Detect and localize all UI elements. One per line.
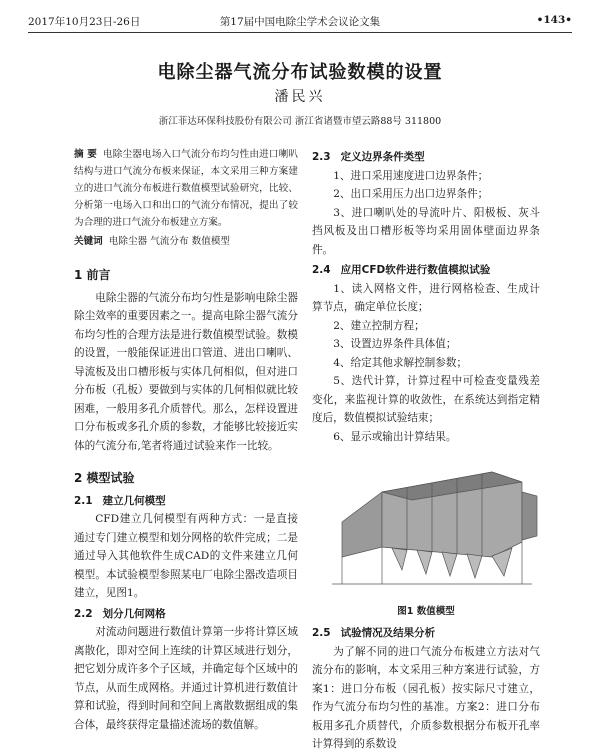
header-date: 2017年10月23日-26日 [28, 16, 141, 28]
section-2-3-number: 2.3 [312, 151, 331, 163]
keywords-text: 电除尘器 气流分布 数值模型 [108, 236, 231, 247]
list-item: 4、给定其他求解控制参数； [333, 356, 468, 369]
figure-1-caption: 图1 数值模型 [397, 606, 455, 617]
figure-1-model-image [322, 452, 542, 594]
section-2-2-title: 划分几何网格 [102, 607, 166, 620]
list-item: 3、进口喇叭处的导流叶片、阳极板、灰斗挡风板及出口槽形板等均采用固体壁面边界条件。 [312, 206, 540, 256]
section-2-3-heading [312, 148, 540, 167]
section-2-heading: 2 模型试验 [74, 471, 135, 485]
header-journal: 第17届中国电除尘学术会议论文集 [219, 16, 381, 28]
section-2-5-number: 2.5 [312, 627, 331, 639]
section-1-paragraph: 电除尘器的气流分布均匀性是影响电除尘器除尘效率的重要因素之一。提高电除尘器气流分布均匀性的合理方法是进行数值模型试验。数模的设置，一般能保证进出口管道、进出口喇叭、导流板及出口槽形板与实体几何相似，但对进口分布板（孔板）要做到与实体的几何相似就比较困难，一般用多孔介质替代。那么，怎样设置进口分布板或多孔介质的参数，才能够比较接近实体的气流分布,笔者将通过试验来作一比较。 [74, 291, 298, 452]
header-page-number: •143• [536, 14, 572, 26]
left-column [74, 146, 298, 250]
section-2-5-heading [312, 624, 540, 643]
header-rule [28, 32, 572, 33]
section-2-4-title: 应用CFD软件进行数值模拟试验 [340, 264, 491, 276]
abstract [74, 146, 298, 231]
section-2-4-number: 2.4 [312, 264, 331, 276]
section-2-5-title: 试验情况及结果分析 [340, 627, 436, 639]
section-1-heading: 1 前言 [74, 268, 111, 282]
section-2-5-paragraph: 为了解不同的进口气流分布板建立方法对气流分布的影响，本文采用三种方案进行试验，方案1：进口分布板（园孔板）按实际尺寸建立，作为气流分布均匀性的基准。方案2：进口分布板用多孔介质替代，介质参数根据分布板开孔率计算得到的系数设 [312, 645, 540, 750]
abstract-text: 电除尘器电场入口气流分布均匀性由进口喇叭结构与进口气流分布板来保证，本文采用三种方案建立的进口气流分布板进行数值模型试验研究，比较、分析第一电场入口和出口的气流分布情况，提出了较为合理的进口气流分布板建立方案。 [74, 149, 299, 228]
section-2-2-number: 2.2 [74, 607, 93, 620]
list-item: 2、建立控制方程； [333, 319, 425, 332]
left-body [74, 256, 298, 734]
keywords-label: 关键词 [74, 236, 103, 247]
paper-author: 潘民兴 [274, 89, 326, 105]
section-2-3-title: 定义边界条件类型 [340, 151, 425, 163]
section-2-1-heading [74, 492, 298, 511]
list-item: 2、出口采用压力出口边界条件； [333, 188, 489, 200]
abstract-label: 摘 要 [74, 149, 98, 160]
keywords [74, 233, 298, 250]
list-item: 5、迭代计算，计算过程中可检查变量残差变化，来监视计算的收敛性，在系统达到指定精度后，数值模拟试验结束； [312, 375, 540, 424]
section-2-1-number: 2.1 [74, 494, 93, 507]
section-2-2-paragraph: 对流动问题进行数值计算第一步将计算区域离散化，即对空间上连续的计算区域进行划分，把它划分成许多个子区域，并确定每个区域中的节点，从而生成网格。并通过计算机进行数值计算和试验，得到时间和空间上离散数据组成的集合体，最终获得定量描述流场的数值解。 [74, 626, 298, 731]
list-item: 1、读入网格文件，进行网格检查、生成计算节点，确定单位长度； [312, 282, 540, 313]
author-affiliation: 浙江菲达环保科技股份有限公司 浙江省诸暨市望云路88号 311800 [158, 116, 442, 127]
list-item: 6、显示或输出计算结果。 [333, 430, 457, 443]
list-item: 1、进口采用速度进口边界条件； [333, 169, 489, 182]
section-2-2-heading [74, 605, 298, 624]
paper-title: 电除尘器气流分布试验数模的设置 [157, 62, 443, 83]
right-column-top [312, 146, 540, 446]
running-header [28, 14, 572, 30]
section-2-1-title: 建立几何模型 [102, 494, 166, 507]
section-2-1-paragraph: CFD建立几何模型有两种方式：一是直接通过专门建立模型和划分网格的软件完成；二是通过导入其他软件生成CAD的文件来建立几何模型。本试验模型参照某电厂电除尘器改造项目建立，见图1。 [74, 513, 298, 599]
list-item: 3、设置边界条件具体值； [333, 338, 457, 350]
right-column-bottom [312, 622, 540, 754]
section-2-4-heading [312, 261, 540, 280]
